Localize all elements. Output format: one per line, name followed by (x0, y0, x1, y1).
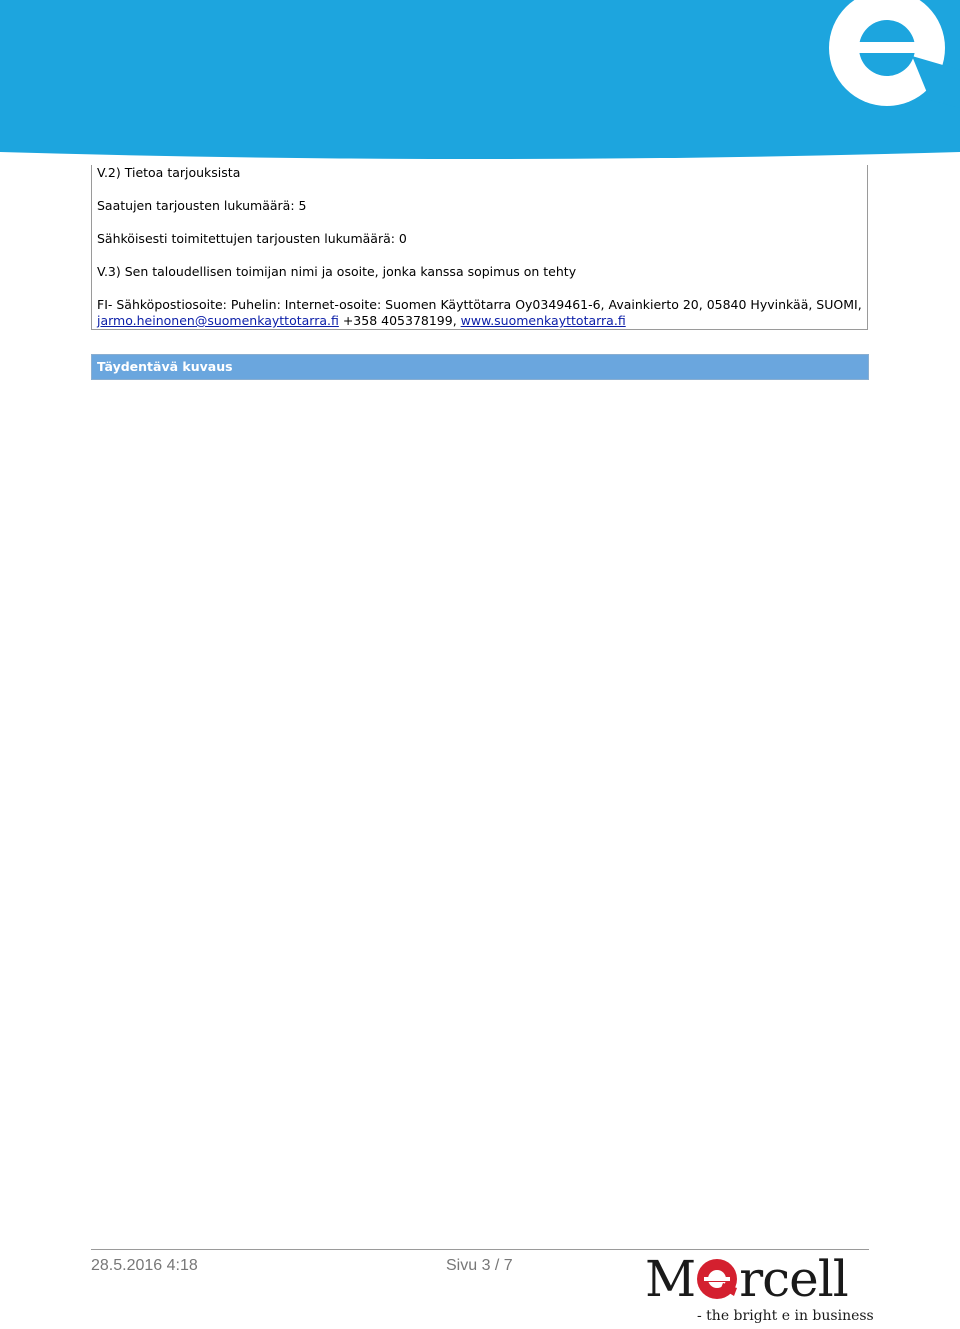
footer-date: 28.5.2016 4:18 (91, 1257, 198, 1274)
contractor-phone: +358 405378199, (338, 313, 461, 328)
header-graphic (0, 0, 960, 165)
header-band (0, 0, 960, 165)
contractor-email-link[interactable]: jarmo.heinonen@suomenkayttotarra.fi (97, 313, 339, 328)
supplement-heading: Täydentävä kuvaus (91, 354, 869, 380)
heading-v2: V.2) Tietoa tarjouksista (97, 165, 241, 180)
logo-tagline: - the bright e in business (697, 1308, 874, 1324)
contractor-address: FI- Sähköpostiosoite: Puhelin: Internet-osoite: Suomen Käyttötarra Oy0349461-6, Avainkierto 20, 05840 Hyvinkää, SUOMI, (97, 297, 862, 312)
offers-received: Saatujen tarjousten lukumäärä: 5 (97, 198, 307, 213)
logo-e-icon (696, 1258, 738, 1300)
electronic-offers: Sähköisesti toimitettujen tarjousten lukumäärä: 0 (97, 231, 407, 246)
award-section (91, 165, 868, 330)
footer-page-number: Sivu 3 / 7 (446, 1257, 513, 1274)
marcell-logo (645, 1250, 874, 1329)
contractor-contacts (97, 313, 626, 329)
contractor-web-link[interactable]: www.suomenkayttotarra.fi (460, 313, 626, 328)
heading-v3: V.3) Sen taloudellisen toimijan nimi ja osoite, jonka kanssa sopimus on tehty (97, 264, 577, 279)
logo-wordmark: M rcell (645, 1250, 848, 1308)
